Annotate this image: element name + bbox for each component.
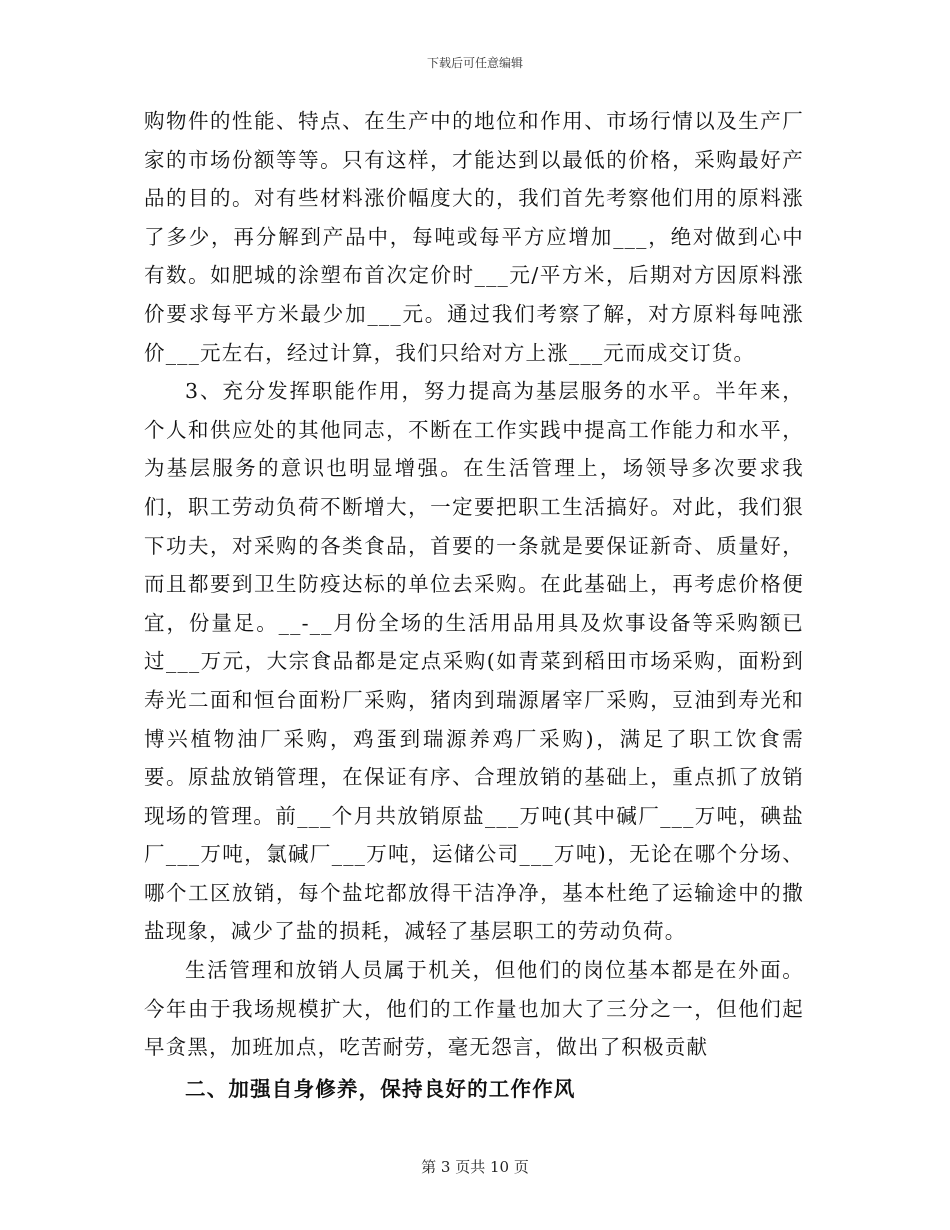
section-heading: 二、加强自身修养，保持良好的工作作风 [185,1076,576,1101]
paragraph-service-level: 3、充分发挥职能作用，努力提高为基层服务的水平。半年来，个人和供应处的其他同志，不断在工作实践中提高工作能力和水平，为基层服务的意识也明显增强。在生活管理上，场领导多次要求我们，职工劳动负荷不断增大，一定要把职工生活搞好。对此，我们狠下功夫，对采购的各类食品，首要的一条就是要保证新奇、质量好，而且都要到卫生防疫达标的单位去采购。在此基础上，再考虑价格便宜，份量足。__-__月份全场的生活用品用具及炊事设备等采购额已过___万元，大宗食品都是定点采购(如青菜到稻田市场采购，面粉到寿光二面和恒台面粉厂采购，猪肉到瑞源屠宰厂采购，豆油到寿光和博兴植物油厂采购，鸡蛋到瑞源养鸡厂采购)，满足了职工饮食需要。原盐放销管理，在保证有序、合理放销的基础上，重点抓了放销现场的管理。前___个月共放销原盐___万吨(其中碱厂___万吨，碘盐厂___万吨，氯碱厂___万吨，运储公司___万吨)，无论在哪个分场、哪个工区放销，每个盐坨都放得干洁净净，基本杜绝了运输途中的撒盐现象，减少了盐的损耗，减轻了基层职工的劳动负荷。 [144,379,804,944]
document-body [144,102,804,1109]
paragraph-purchasing-knowledge: 购物件的性能、特点、在生产中的地位和作用、市场行情以及生产厂家的市场份额等等。只有这样，才能达到以最低的价格，采购最好产品的目的。对有些材料涨价幅度大的，我们首先考察他们用的原料涨了多少，再分解到产品中，每吨或每平方应增加___，绝对做到心中有数。如肥城的涂塑布首次定价时___元/平方米，后期对方因原料涨价要求每平方米最少加___元。通过我们考察了解，对方原料每吨涨价___元左右，经过计算，我们只给对方上涨___元而成交订货。 [144,109,804,365]
page-footer: 第 3 页共 10 页 [421,1158,529,1176]
paragraph-staff-contribution: 生活管理和放销人员属于机关，但他们的岗位基本都是在外面。今年由于我场规模扩大，他们的工作量也加大了三分之一，但他们起早贪黑，加班加点，吃苦耐劳，毫无怨言，做出了积极贡献 [144,958,804,1060]
page-header: 下载后可任意编辑 [426,56,523,70]
